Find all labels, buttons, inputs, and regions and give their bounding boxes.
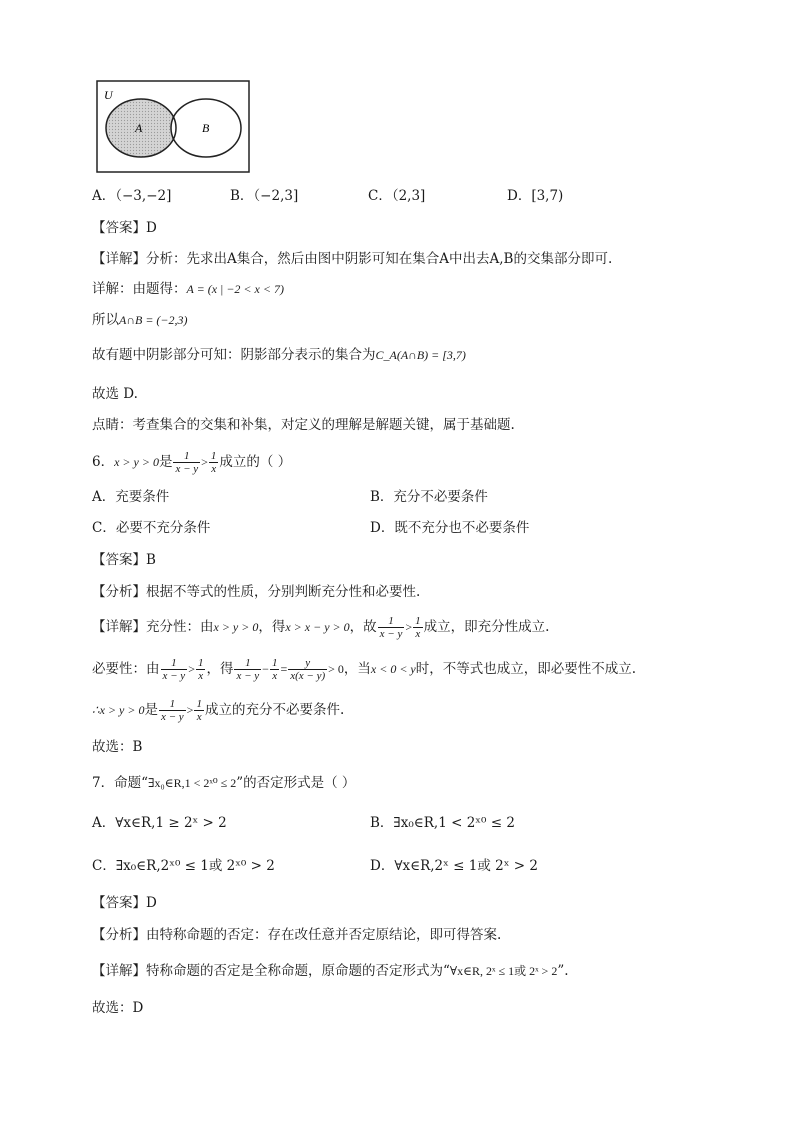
answer-label: 【答案】 [92, 220, 146, 236]
therefore-math: ∴x > y > 0 [92, 703, 145, 717]
gt-sign: > [188, 662, 195, 676]
eq-sign: = [280, 662, 288, 676]
numerator: 1 [388, 615, 394, 627]
gt-zero: > 0 [328, 662, 344, 676]
label-u: U [104, 88, 113, 102]
suff-prefix: 充分性：由 [146, 619, 214, 635]
fraction [413, 615, 423, 640]
detail-math: ∀x∈R, 2ˣ ≤ 1或 2ˣ > 2 [449, 964, 558, 978]
denominator: x [209, 462, 219, 475]
answer-value: B [146, 552, 156, 568]
q6-option-c[interactable]: C．必要不充分条件 [92, 520, 211, 536]
q5-option-a[interactable]: A．（−3,−2] [92, 188, 172, 204]
answer-label: 【答案】 [92, 895, 146, 911]
numerator: 1 [210, 450, 217, 462]
q6-analysis [92, 582, 420, 602]
q7-stem-prefix: 7．命题“ [92, 775, 148, 791]
numerator: 1 [196, 698, 202, 710]
gt-sign: > [201, 455, 208, 469]
denominator: x [196, 669, 206, 682]
numerator: 1 [271, 657, 278, 669]
numerator: 1 [245, 657, 251, 669]
q7-stem-math: ∃x₀∈R,1 < 2ˣ⁰ ≤ 2 [148, 776, 237, 790]
q5-step2 [92, 310, 188, 330]
denominator: x − y [379, 628, 403, 640]
fraction [378, 615, 405, 640]
denominator: x [413, 627, 423, 640]
label-b: B [202, 121, 210, 135]
q6-option-b[interactable]: B．充分不必要条件 [370, 489, 488, 505]
numerator: 1 [171, 657, 177, 669]
fraction [173, 450, 200, 475]
q6-conclusion: 故选：B [92, 739, 143, 755]
step2-prefix: 所以 [92, 312, 119, 328]
q6-number: 6． [92, 454, 115, 470]
fraction [161, 657, 188, 682]
q6-option-a[interactable]: A．充要条件 [92, 489, 170, 505]
denominator: x − y [160, 711, 184, 723]
suff-mid2: ，故 [349, 619, 377, 635]
fraction [159, 698, 186, 723]
q6-therefore [92, 696, 344, 724]
step3-prefix: 故有题中阴影部分可知：阴影部分表示的集合为 [92, 347, 376, 363]
q5-detail [92, 249, 612, 269]
q5-step3 [92, 345, 466, 365]
answer-label: 【答案】 [92, 552, 146, 568]
numerator: y [305, 657, 311, 669]
q7-analysis [92, 925, 501, 945]
q5-option-b[interactable]: B．（−2,3] [230, 188, 299, 204]
analysis-text: 根据不等式的性质，分别判断充分性和必要性. [146, 584, 421, 600]
suff-mid: ，得 [258, 619, 286, 635]
q6-stem-end: 成立的（ ） [219, 454, 292, 470]
q6-option-d[interactable]: D．既不充分也不必要条件 [370, 520, 530, 536]
answer-value: D [146, 895, 157, 911]
detail-label: 【详解】 [92, 963, 146, 979]
nec-mid: ，得 [206, 661, 234, 677]
suff-math1: x > y > 0 [213, 620, 259, 634]
nec-mid2: ，当 [343, 661, 371, 677]
q7-option-a[interactable]: A．∀x∈R,1 ≥ 2ˣ > 2 [92, 815, 227, 831]
detail-end: ”. [557, 963, 569, 979]
analysis-label: 【分析】 [92, 927, 146, 943]
nec-math: x < 0 < y [370, 662, 416, 676]
q6-necessity [92, 654, 636, 684]
label-a: A [135, 121, 143, 135]
step1-prefix: 详解：由题得： [92, 281, 187, 297]
analysis-text: 由特称命题的否定：存在改任意并否定原结论，即可得答案. [146, 927, 502, 943]
minus-sign: − [262, 662, 269, 676]
denominator: x [194, 710, 204, 723]
detail-prefix: 特称命题的否定是全称命题，原命题的否定形式为“ [146, 963, 450, 979]
detail-label: 【详解】 [92, 251, 146, 267]
q6-stem-math: x > y > 0 [114, 455, 159, 469]
q5-step1 [92, 279, 284, 299]
q6-sufficiency [92, 613, 549, 641]
therefore-mid: 是 [144, 702, 158, 718]
q7-conclusion: 故选：D [92, 1000, 144, 1016]
denominator: x − y [175, 463, 199, 475]
fraction [270, 657, 280, 682]
fraction [209, 450, 219, 475]
analysis-label: 【分析】 [92, 584, 146, 600]
q7-answer [92, 893, 157, 913]
q5-option-d[interactable]: D．[3,7) [507, 188, 564, 204]
q5-comment: 点睛：考查集合的交集和补集，对定义的理解是解题关键，属于基础题. [92, 417, 515, 433]
denominator: x(x − y) [290, 670, 326, 682]
q7-stem-end: ”的否定形式是（ ） [236, 775, 356, 791]
numerator: 1 [184, 450, 190, 462]
denominator: x − y [236, 670, 260, 682]
q7-stem [92, 773, 355, 793]
denominator: x [270, 669, 280, 682]
nec-end: 时，不等式也成立，即必要性不成立. [415, 661, 637, 677]
fraction [194, 698, 204, 723]
therefore-end: 成立的充分不必要条件. [204, 702, 345, 718]
q6-stem-mid: 是 [158, 454, 173, 470]
suff-math2: x > x − y > 0 [285, 620, 350, 634]
step1-math: A = (x | −2 < x < 7) [186, 282, 284, 296]
q6-stem [92, 448, 291, 476]
q5-conclusion: 故选 D. [92, 386, 138, 402]
q5-answer [92, 218, 157, 238]
q6-answer [92, 550, 156, 570]
gt-sign: > [186, 703, 194, 717]
numerator: 1 [415, 615, 421, 627]
answer-value: D [146, 220, 157, 236]
venn-diagram [96, 80, 250, 173]
gt-sign: > [405, 620, 413, 634]
q7-option-b[interactable]: B．∃x₀∈R,1 < 2ˣ⁰ ≤ 2 [370, 815, 515, 831]
numerator: 1 [197, 657, 204, 669]
fraction [196, 657, 206, 682]
detail-text: 分析：先求出A集合，然后由图中阴影可知在集合A中出去A,B的交集部分即可. [146, 251, 613, 267]
q7-detail [92, 961, 569, 981]
fraction [234, 657, 261, 682]
denominator: x − y [162, 670, 186, 682]
suff-end: 成立，即充分性成立. [423, 619, 550, 635]
detail-label: 【详解】 [92, 619, 146, 635]
step2-math: A∩B = (−2,3) [119, 313, 188, 327]
step3-math: C_A(A∩B) = [3,7) [375, 348, 466, 362]
q7-option-d[interactable]: D．∀x∈R,2ˣ ≤ 1或 2ˣ > 2 [370, 858, 538, 874]
q5-option-c[interactable]: C．（2,3] [368, 188, 426, 204]
nec-prefix: 必要性：由 [92, 661, 160, 677]
numerator: 1 [169, 698, 176, 710]
q7-option-c[interactable]: C．∃x₀∈R,2ˣ⁰ ≤ 1或 2ˣ⁰ > 2 [92, 858, 275, 874]
fraction [288, 657, 327, 682]
